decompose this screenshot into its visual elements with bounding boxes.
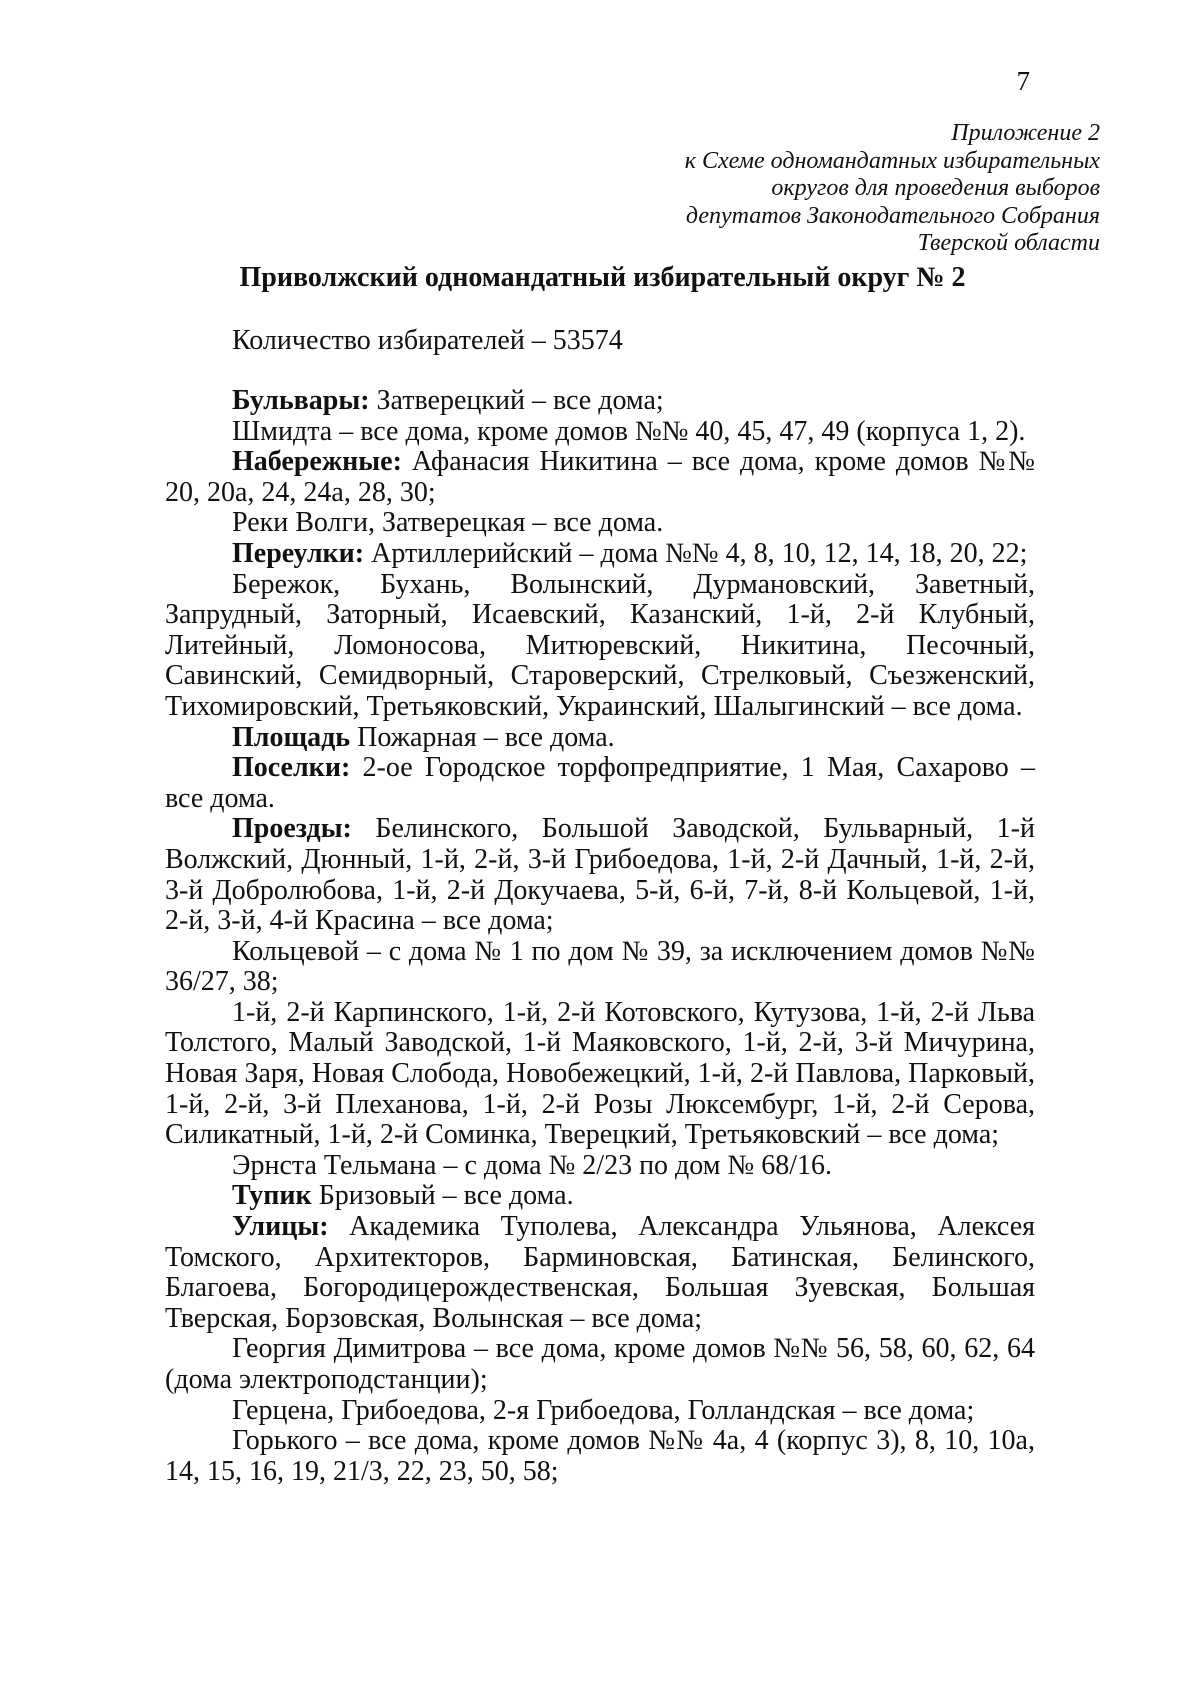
paragraph-text: Бризовый – все дома. [311, 1180, 574, 1212]
paragraph [165, 539, 1035, 570]
paragraph [165, 723, 1035, 754]
paragraph [165, 998, 1035, 1151]
paragraph-text: Артиллерийский – дома №№ 4, 8, 10, 12, 14, 18, 20, 22; [364, 537, 1028, 569]
annex-line: депутатов Законодательного Собрания [685, 202, 1100, 229]
paragraph-text: Академика Туполева, Александра Ульянова, Алексея Томского, Архитекторов, Барминовская, Батинская, Белинского, Благоева, Богородицерождественская, Большая Зуевская, Большая Тверская, Борзовская, Волынская – все дома; [165, 1211, 1035, 1334]
paragraph-label: Переулки: [232, 537, 365, 569]
paragraph-text: Герцена, Грибоедова, 2-я Грибоедова, Голландская – все дома; [232, 1394, 975, 1426]
paragraph-label: Бульвары: [232, 385, 370, 416]
paragraph [165, 1334, 1035, 1395]
paragraph-label: Тупик [232, 1180, 312, 1212]
paragraph-text: Кольцевой – с дома № 1 по дом № 39, за исключением домов №№ 36/27, 38; [165, 935, 1035, 998]
paragraph-text: Эрнста Тельмана – с дома № 2/23 по дом № 68/16. [232, 1149, 832, 1181]
paragraph-text: Горького – все дома, кроме домов №№ 4а, 4 (корпус 3), 8, 10, 10а, 14, 15, 16, 19, 21/3, 22, 23, 50, 58; [165, 1425, 1035, 1487]
paragraph-text: 1-й, 2-й Карпинского, 1-й, 2-й Котовского, Кутузова, 1-й, 2-й Льва Толстого, Малый Заводской, 1-й Маяковского, 1-й, 2-й, 3-й Мичурина, Новая Заря, Новая Слобода, Новобежецкий, 1-й, 2-й Павлова, Парковый, 1-й, 2-й, 3-й Плеханова, 1-й, 2-й Розы Люксембург, 1-й, 2-й Серова, Силикатный, 1-й, 2-й Соминка, Тверецкий, Третьяковский – все дома; [165, 996, 1035, 1151]
paragraph [165, 570, 1035, 723]
paragraph-text: Шмидта – все дома, кроме домов №№ 40, 45, 47, 49 (корпуса 1, 2). [232, 415, 1026, 447]
paragraph-text: Георгия Димитрова – все дома, кроме домов №№ 56, 58, 60, 62, 64 (дома электроподстанции); [165, 1333, 1035, 1395]
paragraph-text: Реки Волги, Затверецкая – все дома. [232, 507, 664, 539]
voters-count: Количество избирателей – 53574 [232, 325, 623, 356]
paragraph [165, 937, 1035, 998]
paragraph [165, 417, 1035, 448]
paragraph [165, 753, 1035, 814]
district-title: Приволжский одномандатный избирательный округ № 2 [239, 262, 966, 293]
paragraph-text: Белинского, Большой Заводской, Бульварный, 1-й Волжский, Дюнный, 1-й, 2-й, 3-й Грибоедова, 1-й, 2-й Дачный, 1-й, 2-й, 3-й Добролюбова, 1-й, 2-й Докучаева, 5-й, 6-й, 7-й, 8-й Кольцевой, 1-й, 2-й, 3-й, 4-й Красина – все дома; [165, 813, 1035, 937]
annex-line: к Схеме одномандатных избирательных [684, 147, 1100, 174]
paragraph-text: Затверецкий – все дома; [369, 385, 664, 416]
paragraph [165, 1151, 1035, 1182]
paragraph [165, 1396, 1035, 1427]
paragraph [165, 1426, 1035, 1487]
paragraph [165, 508, 1035, 539]
paragraph-label: Поселки: [232, 752, 351, 784]
page-number: 7 [1016, 66, 1030, 96]
paragraph-text: Афанасия Никитина – все дома, кроме домов №№ 20, 20а, 24, 24а, 28, 30; [165, 446, 1035, 508]
paragraph-text: Пожарная – все дома. [350, 721, 615, 753]
paragraph-label: Набережные: [232, 446, 402, 478]
paragraph-label: Проезды: [232, 813, 352, 845]
district-description [165, 386, 1035, 1487]
paragraph-label: Площадь [232, 721, 351, 753]
paragraph [165, 1181, 1035, 1212]
annex-line: Тверской области [917, 230, 1100, 256]
paragraph-label: Улицы: [232, 1211, 329, 1243]
paragraph [165, 1212, 1035, 1334]
annex-line: Приложение 2 [951, 120, 1100, 146]
paragraph [165, 386, 1035, 417]
paragraph-text: Бережок, Бухань, Волынский, Дурмановский, Заветный, Запрудный, Заторный, Исаевский, Казанский, 1-й, 2-й Клубный, Литейный, Ломоносова, Митюревский, Никитина, Песочный, Савинский, Семидворный, Староверский, Стрелковый, Съезженский, Тихомировский, Третьяковский, Украинский, Шалыгинский – все дома. [165, 568, 1035, 722]
paragraph [165, 447, 1035, 508]
paragraph [165, 814, 1035, 936]
annex-line: округов для проведения выборов [771, 175, 1100, 201]
annex-header [685, 120, 1100, 258]
paragraph-text: 2-ое Городское торфопредприятие, 1 Мая, Сахарово – все дома. [165, 752, 1035, 814]
